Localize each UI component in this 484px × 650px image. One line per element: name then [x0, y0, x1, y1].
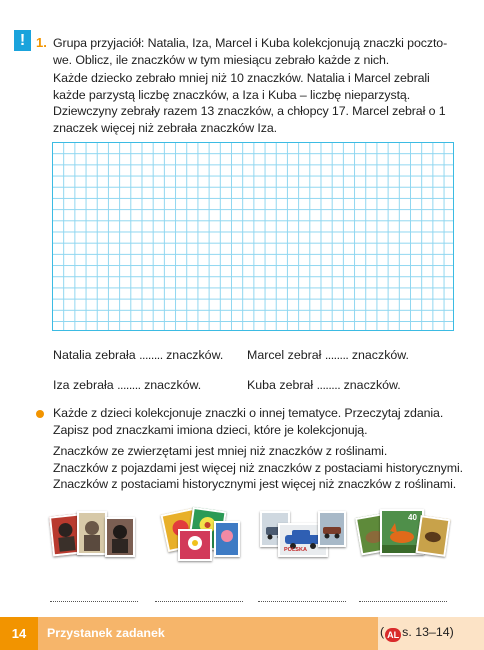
answer-label: Marcel zebrał	[247, 348, 322, 362]
task-conditions-text: Każde dziecko zebrało mniej niż 10 znaczków. Natalia i Marcel zebrali każde parzystą liczbę znaczków, a Iza i Kuba – liczbę nieparzystą. Dziewczyny zebrały razem 13 znaczków, a chłopcy 17. Marcel zebrał o 1 znaczek więcej niż zebrała znaczków Iza.	[53, 71, 446, 135]
sentence-vehicles: Znaczków z pojazdami jest więcej niż znaczków z postaciami historycznymi.	[53, 460, 463, 475]
answer-unit: znaczków.	[343, 378, 401, 392]
answer-marcel	[247, 348, 409, 362]
answer-unit: znaczków.	[351, 348, 409, 362]
answer-blank[interactable]: ........	[316, 378, 341, 392]
stamps-plants	[150, 505, 245, 563]
textbook-reference	[380, 625, 454, 642]
name-line-vehicles[interactable]	[258, 600, 346, 602]
stamp-portrait-icon	[105, 517, 135, 557]
answer-label: Natalia zebrała	[53, 348, 136, 362]
answer-iza	[53, 378, 201, 392]
answer-blank[interactable]: ........	[117, 378, 141, 392]
answer-label: Iza zebrała	[53, 378, 114, 392]
answer-kuba	[247, 378, 401, 392]
stamps-historical-figures	[45, 505, 140, 563]
answer-blank[interactable]: ........	[324, 348, 349, 362]
exclamation-badge-icon: !	[14, 30, 31, 51]
stamp-value-label: 40	[408, 513, 417, 522]
answer-label: Kuba zebrał	[247, 378, 314, 392]
task-number: 1.	[36, 35, 47, 50]
stamp-country-label: POLSKA	[284, 547, 307, 553]
footer-title: Przystanek zadanek	[47, 626, 165, 640]
name-line-historical[interactable]	[50, 600, 138, 602]
answer-unit: znaczków.	[144, 378, 202, 392]
page-number: 14	[0, 617, 38, 650]
sentence-animals: Znaczków ze zwierzętami jest mniej niż znaczków z roślinami.	[53, 444, 388, 458]
task2-instruction-text: Każde z dzieci kolekcjonuje znaczki o innej tematyce. Przeczytaj zdania. Zapisz pod znaczkami imiona dzieci, które je kolekcjonują.	[53, 406, 444, 437]
sentence-historical: Znaczków z postaciami historycznymi jest więcej niż znaczków z roślinami.	[53, 477, 457, 491]
task-intro-text: Grupa przyjaciół: Natalia, Iza, Marcel i Kuba kolekcjonują znaczki poczto-we. Oblicz, ile znaczków w tym miesiącu zebrało każde z nich.	[53, 36, 448, 67]
answer-blank[interactable]: ........	[139, 348, 163, 362]
answer-unit: znaczków.	[166, 348, 224, 362]
stamp-animal-icon	[416, 515, 451, 557]
stamps-animals	[354, 505, 454, 563]
bullet-icon	[36, 410, 44, 418]
stamp-portrait-icon	[77, 511, 107, 555]
stamp-vehicle-icon	[318, 511, 346, 547]
name-line-plants[interactable]	[155, 600, 243, 602]
stamp-flower-icon	[178, 529, 212, 561]
textbook-icon: AL	[387, 630, 400, 640]
reference-pages: s. 13–14)	[402, 625, 454, 639]
reference-paren: (	[380, 625, 385, 639]
calculation-grid[interactable]	[52, 142, 454, 331]
stamp-flower-icon	[214, 521, 240, 557]
task2-sentences	[53, 443, 465, 493]
answer-natalia	[53, 348, 223, 362]
stamps-vehicles	[256, 505, 348, 563]
name-line-animals[interactable]	[359, 600, 447, 602]
